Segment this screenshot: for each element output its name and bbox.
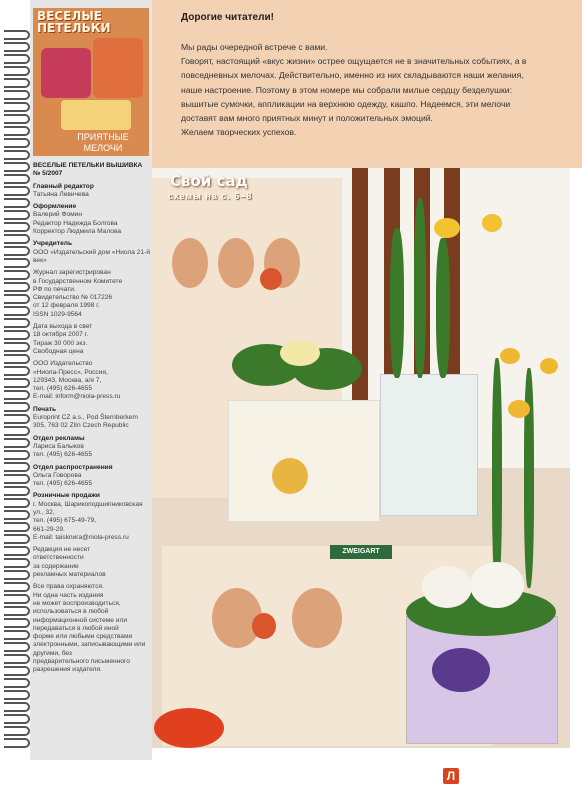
spiral-ring xyxy=(4,738,30,748)
imprint-design xyxy=(33,203,151,236)
spiral-ring xyxy=(4,54,30,64)
pansy-flower xyxy=(470,562,524,608)
imprint-text: Свободная цена xyxy=(33,347,84,355)
spiral-ring xyxy=(4,378,30,388)
spiral-ring xyxy=(4,690,30,700)
spiral-ring xyxy=(4,90,30,100)
imprint-text: рекламных материалов xyxy=(33,571,106,579)
cover-bag-image xyxy=(41,48,91,98)
daffodil-flower xyxy=(482,214,502,232)
imprint-text: E-mail: taisknига@niola-press.ru xyxy=(33,533,129,541)
spiral-ring xyxy=(4,342,30,352)
red-flower xyxy=(154,708,224,748)
imprint-heading: Розничные продажи xyxy=(33,492,100,500)
imprint-text: E-mail: inform@niola-press.ru xyxy=(33,393,121,401)
imprint-text: тел. (495) 626-4655 xyxy=(33,385,92,393)
spiral-ring xyxy=(4,438,30,448)
daffodil-leaf xyxy=(390,228,404,378)
tulip-flower xyxy=(252,613,276,639)
spiral-ring xyxy=(4,246,30,256)
daffodil-flower xyxy=(500,348,520,364)
imprint-text: Корректор Людмила Малова xyxy=(33,228,122,236)
imprint-text: Ольга Говорова xyxy=(33,471,82,479)
imprint-heading: Главный редактор xyxy=(33,182,94,190)
spiral-ring xyxy=(4,150,30,160)
spiral-ring xyxy=(4,102,30,112)
spiral-ring xyxy=(4,30,30,40)
spiral-ring xyxy=(4,138,30,148)
spiral-ring xyxy=(4,402,30,412)
daffodil-flower xyxy=(540,358,558,374)
imprint-text: Журнал зарегистрирован xyxy=(33,269,111,277)
pansy-flower xyxy=(422,566,472,608)
imprint-founder xyxy=(33,240,151,265)
cover-thumbnail xyxy=(33,8,149,156)
spiral-ring xyxy=(4,282,30,292)
spiral-ring xyxy=(4,582,30,592)
spiral-ring xyxy=(4,450,30,460)
imprint-text: г. Москва, Шарикоподшипниковская ул., 32, xyxy=(33,500,143,516)
imprint-text: Валерий Фомин xyxy=(33,211,82,219)
imprint-text: Татьяна Левичева xyxy=(33,190,89,198)
daffodil-leaf xyxy=(436,238,450,378)
imprint-distribution xyxy=(33,464,151,489)
spiral-ring xyxy=(4,42,30,52)
imprint-text: Europrint CZ a.s., Pod Šternberkem xyxy=(33,414,138,422)
imprint-text: тел. (495) 675-49-79, xyxy=(33,517,97,525)
spiral-ring xyxy=(4,330,30,340)
spiral-ring xyxy=(4,678,30,688)
imprint-text: передаваться в любой иной xyxy=(33,624,119,632)
spiral-ring xyxy=(4,570,30,580)
imprint-text: 18 октября 2007 г. xyxy=(33,331,89,339)
spiral-ring xyxy=(4,186,30,196)
imprint-heading: Печать xyxy=(33,405,57,413)
imprint-text: разрешения издателя. xyxy=(33,666,102,674)
spiral-ring xyxy=(4,318,30,328)
imprint-rights xyxy=(33,583,151,674)
tulip-motif xyxy=(218,238,254,288)
spiral-ring xyxy=(4,66,30,76)
imprint-text: 129343, Москва, а/я 7, xyxy=(33,376,102,384)
spiral-ring xyxy=(4,294,30,304)
spiral-ring xyxy=(4,390,30,400)
imprint-text: ISSN 1029-9564 xyxy=(33,310,82,318)
imprint-text: форме или любыми средствами xyxy=(33,633,133,641)
imprint-retail xyxy=(33,492,151,542)
section-subtitle: схемы на с. 6–8 xyxy=(168,191,253,201)
spiral-ring xyxy=(4,498,30,508)
embroidery-photo xyxy=(152,168,570,748)
imprint-text: Ни одна часть издания xyxy=(33,591,104,599)
spiral-ring xyxy=(4,726,30,736)
imprint-text: электронными, записывающими или другими, без xyxy=(33,641,146,657)
spiral-ring xyxy=(4,654,30,664)
daffodil-leaf xyxy=(492,358,502,588)
cover-title: ВЕСЕЛЫЕ ПЕТЕЛЬКИ xyxy=(37,9,111,35)
editorial-text xyxy=(181,40,541,139)
spiral-ring xyxy=(4,486,30,496)
imprint-text: Дата выхода в свет xyxy=(33,323,93,331)
spiral-ring xyxy=(4,354,30,364)
spiral-ring xyxy=(4,702,30,712)
spiral-ring xyxy=(4,114,30,124)
publisher-logo: Л xyxy=(443,768,459,784)
imprint-registration xyxy=(33,269,151,319)
imprint-text: Тираж 30 000 экз. xyxy=(33,339,88,347)
spiral-ring xyxy=(4,510,30,520)
spiral-ring xyxy=(4,366,30,376)
imprint-text: не может воспроизводиться, xyxy=(33,599,121,607)
spiral-ring xyxy=(4,462,30,472)
imprint-text: от 12 февраля 1998 г. xyxy=(33,302,100,310)
imprint-text: тел. (495) 626-4655 xyxy=(33,451,92,459)
imprint-text: 305, 763 02 Zlín Czech Republic xyxy=(33,422,129,430)
spiral-ring xyxy=(4,174,30,184)
imprint-ads xyxy=(33,435,151,460)
imprint-text: использоваться в любой xyxy=(33,608,109,616)
imprint-text: информационной системе или xyxy=(33,616,128,624)
section-title: Свой сад xyxy=(170,172,248,190)
imprint-text: ООО «Издательский дом «Ниола 21-й век» xyxy=(33,248,151,264)
cover-bag-image xyxy=(61,100,131,130)
imprint-heading: Отдел рекламы xyxy=(33,434,85,442)
spiral-ring xyxy=(4,222,30,232)
issue-title: ВЕСЕЛЫЕ ПЕТЕЛЬКИ ВЫШИВКА № 5/2007 xyxy=(33,162,143,178)
spiral-ring xyxy=(4,546,30,556)
cachepot-primula xyxy=(228,400,380,522)
imprint-text: Все права охраняются. xyxy=(33,583,104,591)
tulip-flower xyxy=(260,268,282,290)
spiral-ring xyxy=(4,534,30,544)
imprint-text: ответственности xyxy=(33,554,84,562)
spiral-ring xyxy=(4,426,30,436)
spiral-ring xyxy=(4,210,30,220)
imprint-printing xyxy=(33,406,151,431)
imprint-text: предварительного письменного xyxy=(33,658,130,666)
spiral-ring xyxy=(4,258,30,268)
tulip-motif xyxy=(292,588,342,648)
spiral-ring xyxy=(4,594,30,604)
daffodil-flower xyxy=(508,400,530,418)
imprint-heading: Отдел распространения xyxy=(33,463,113,471)
imprint-text: в Государственном Комитете xyxy=(33,277,123,285)
cover-bag-image xyxy=(93,38,143,98)
imprint-heading: Учредитель xyxy=(33,240,73,248)
spiral-ring xyxy=(4,414,30,424)
imprint-text: Редактор Надежда Болгова xyxy=(33,219,118,227)
spiral-ring xyxy=(4,666,30,676)
imprint-disclaimer xyxy=(33,546,151,579)
imprint-text: Свидетельство № 017226 xyxy=(33,294,113,302)
editorial-greeting: Дорогие читатели! xyxy=(181,12,274,23)
primula-motif xyxy=(272,458,308,494)
editorial-paragraph: Желаем творческих успехов. xyxy=(181,127,297,138)
spiral-ring xyxy=(4,522,30,532)
imprint-text: РФ по печати. xyxy=(33,285,76,293)
imprint xyxy=(33,162,151,679)
spiral-ring xyxy=(4,198,30,208)
imprint-heading: Оформление xyxy=(33,203,77,211)
imprint-print-date xyxy=(33,323,151,356)
spiral-ring xyxy=(4,642,30,652)
spiral-ring xyxy=(4,714,30,724)
spiral-ring xyxy=(4,618,30,628)
imprint-text: за содержание xyxy=(33,562,79,570)
daffodil-flower xyxy=(434,218,460,238)
imprint-text: тел. (495) 626-4655 xyxy=(33,480,92,488)
tulip-motif xyxy=(172,238,208,288)
spiral-ring xyxy=(4,126,30,136)
zweigart-label: ZWEIGART xyxy=(330,545,392,559)
imprint-text: «Ниола-Пресс», Россия, xyxy=(33,368,108,376)
editorial-paragraph: Мы рады очередной встрече с вами. xyxy=(181,42,328,52)
imprint-editor xyxy=(33,183,151,200)
primula-flower xyxy=(280,340,320,366)
imprint-text: 661-29-29. xyxy=(33,525,65,533)
daffodil-leaf xyxy=(414,198,426,378)
imprint-text: Лариса Балыков xyxy=(33,442,84,450)
spiral-ring xyxy=(4,306,30,316)
spiral-ring xyxy=(4,630,30,640)
spiral-ring xyxy=(4,606,30,616)
spiral-ring xyxy=(4,270,30,280)
spiral-ring xyxy=(4,234,30,244)
spiral-binding xyxy=(0,30,30,760)
violet-motif xyxy=(432,648,490,692)
imprint-text: ООО Издательство xyxy=(33,360,93,368)
spiral-ring xyxy=(4,474,30,484)
spiral-ring xyxy=(4,558,30,568)
spiral-ring xyxy=(4,78,30,88)
cover-subtitle: ПРИЯТНЫЕ МЕЛОЧИ xyxy=(77,132,129,153)
spiral-ring xyxy=(4,162,30,172)
imprint-publisher xyxy=(33,360,151,401)
left-column xyxy=(30,0,152,760)
editorial-paragraph: Говорят, настоящий «вкус жизни» острее ощущается не в значительных событиях, а в повседневных мелочах. Действительно, именно из них складываются наши желания, наше настроение. Поэтому в этом номере мы собрали милые сердцу безделушки: вышитые сумочки, аппликации на верхнюю одежду, кашпо. Надеемся, эти мелочи доставят вам много приятных минут и положительных эмоций. xyxy=(181,56,527,124)
cachepot-lily xyxy=(380,374,478,516)
imprint-text: Редакция не несет xyxy=(33,546,91,554)
